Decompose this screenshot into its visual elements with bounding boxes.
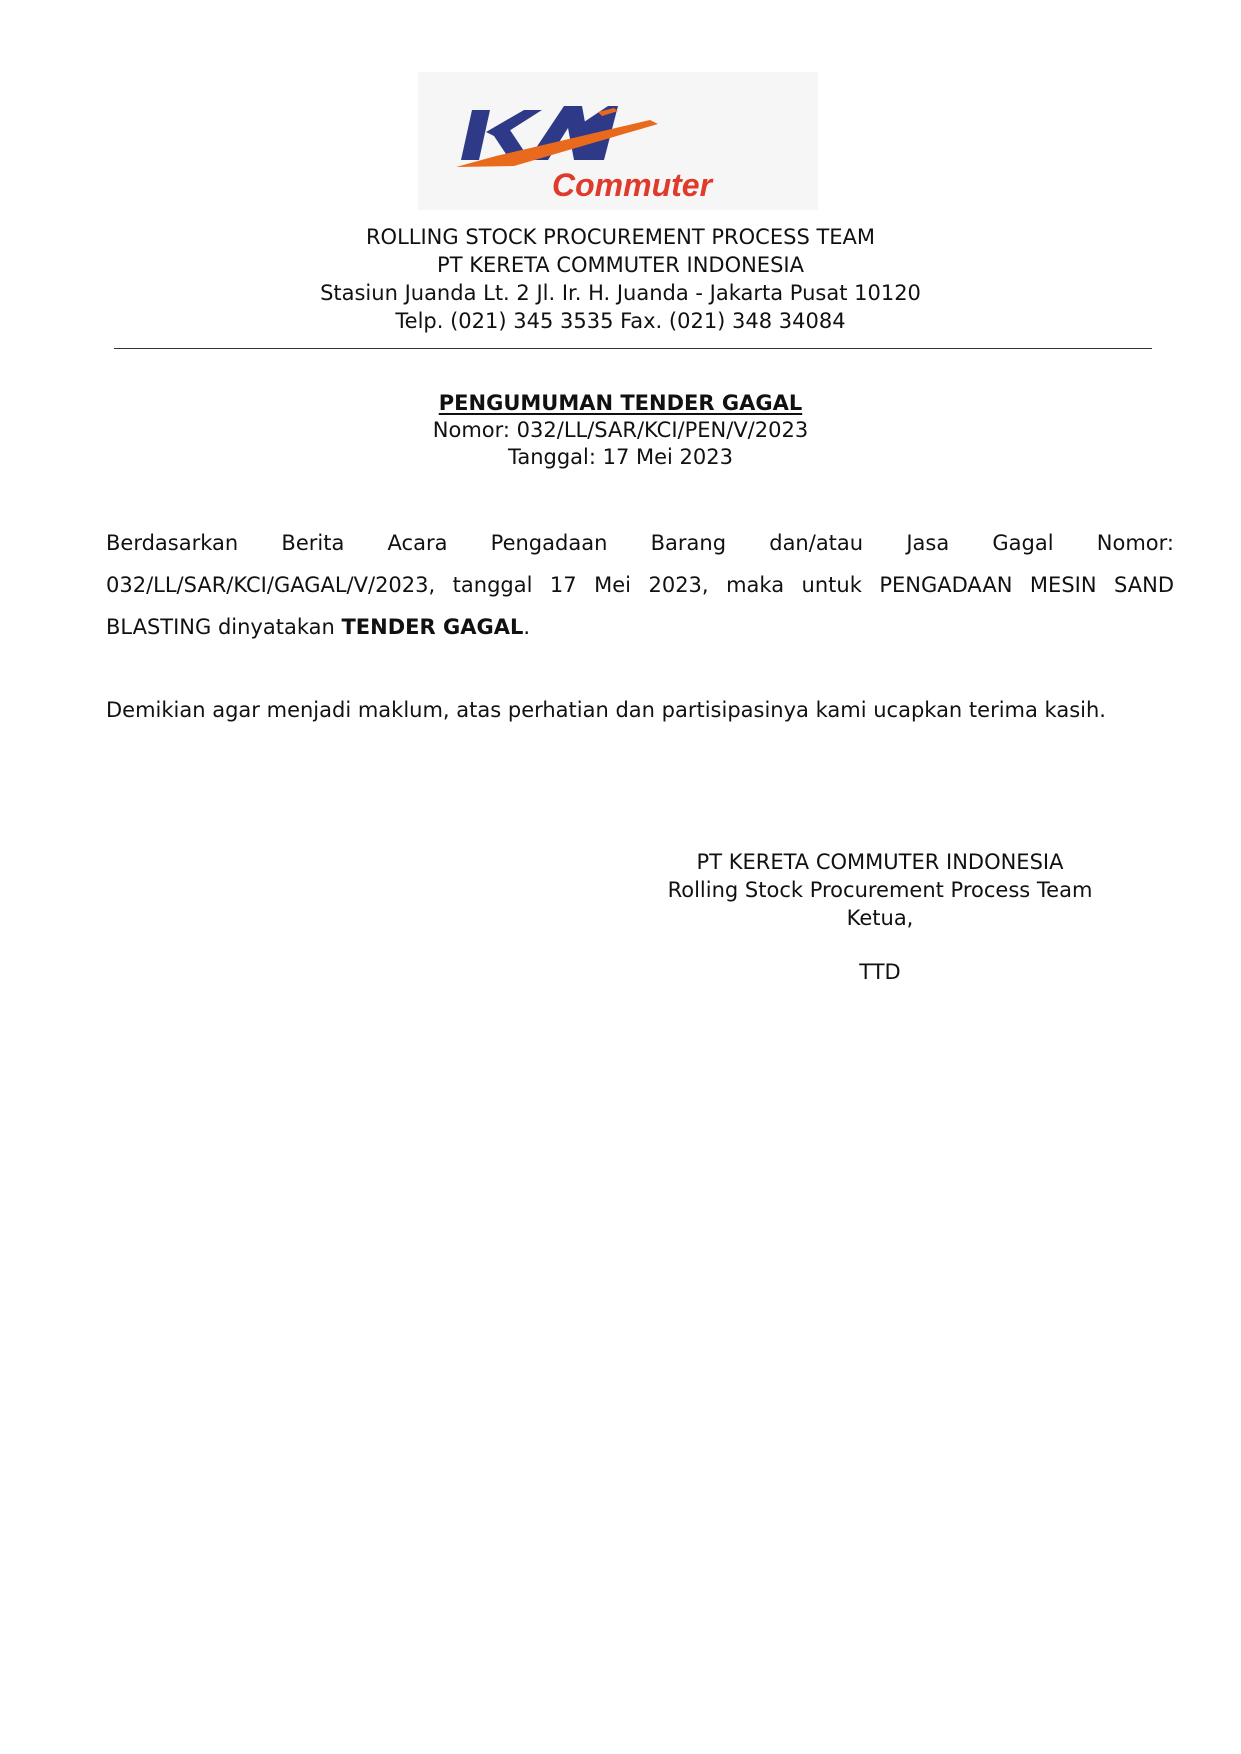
document-title: PENGUMUMAN TENDER GAGAL	[438, 391, 803, 415]
document-date: Tanggal: 17 Mei 2023	[507, 445, 734, 469]
signature-position: Ketua,	[846, 906, 914, 930]
document-number: Nomor: 032/LL/SAR/KCI/PEN/V/2023	[432, 418, 809, 442]
signature-block	[660, 848, 1100, 986]
letterhead-contact: Telp. (021) 345 3535 Fax. (021) 348 34084	[395, 309, 846, 333]
letterhead-address: Stasiun Juanda Lt. 2 Jl. Ir. H. Juanda - Jakarta Pusat 10120	[320, 281, 921, 305]
company-logo	[418, 72, 818, 210]
letterhead-company: PT KERETA COMMUTER INDONESIA	[437, 253, 804, 277]
body-paragraph-2: Demikian agar menjadi maklum, atas perhatian dan partisipasinya kami ucapkan terima kasih.	[106, 698, 1106, 722]
body-paragraph-1-end: .	[523, 615, 531, 639]
signature-company: PT KERETA COMMUTER INDONESIA	[696, 850, 1064, 874]
letterhead	[0, 223, 1241, 335]
logo-commuter-text: Commuter	[552, 167, 713, 203]
document-body	[106, 522, 1174, 731]
body-paragraph-1	[106, 522, 1174, 648]
signature-team: Rolling Stock Procurement Process Team	[667, 878, 1093, 902]
letterhead-team: ROLLING STOCK PROCUREMENT PROCESS TEAM	[365, 225, 876, 249]
announcement-heading	[0, 390, 1241, 471]
signature-mark: TTD	[859, 960, 901, 984]
kai-commuter-logo-graphic	[418, 72, 818, 210]
header-divider	[114, 348, 1152, 349]
body-paragraph-1-text: Berdasarkan Berita Acara Pengadaan Barang dan/atau Jasa Gagal Nomor: 032/LL/SAR/KCI/GAGAL/V/2023, tanggal 17 Mei 2023, maka untuk PENGADAAN MESIN SAND BLASTING dinyatakan	[106, 531, 1174, 639]
tender-status-emphasis: TENDER GAGAL	[341, 615, 524, 639]
